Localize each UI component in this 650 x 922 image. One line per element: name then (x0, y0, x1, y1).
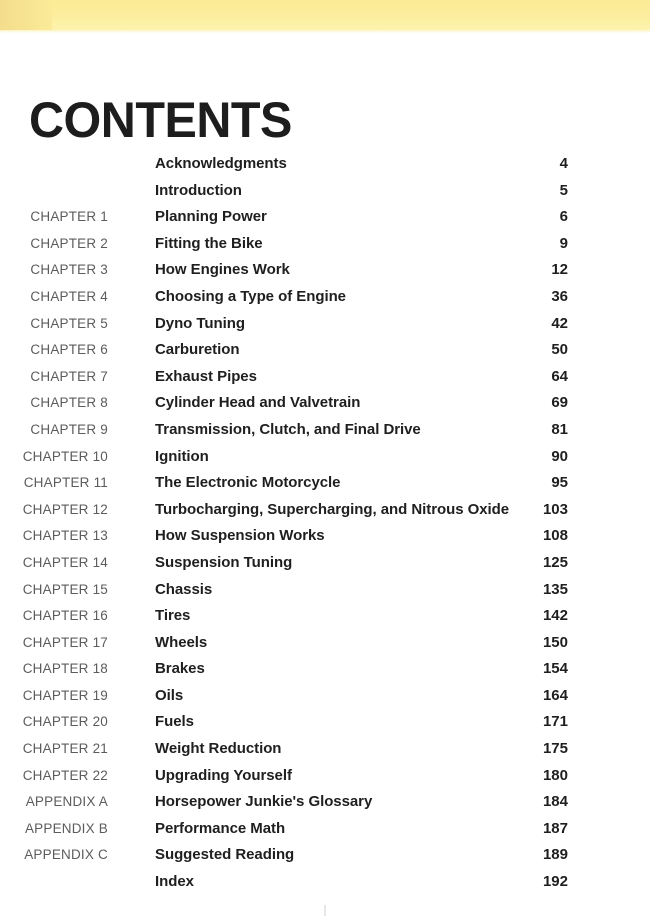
toc-entry-title[interactable]: How Engines Work (155, 261, 290, 279)
toc-entry-title[interactable]: Oils (155, 686, 184, 704)
toc-chapter-label: CHAPTER 13 (22, 528, 108, 544)
toc-row[interactable] (0, 737, 650, 764)
toc-page-number[interactable]: 64 (551, 367, 568, 385)
toc-entry-title[interactable]: Carburetion (155, 341, 240, 359)
toc-entry-title[interactable]: Ignition (155, 447, 209, 465)
toc-page-number[interactable]: 125 (542, 553, 568, 571)
toc-page-number[interactable]: 9 (559, 234, 568, 252)
toc-chapter-label: CHAPTER 11 (23, 475, 108, 491)
toc-page-number[interactable]: 36 (551, 287, 568, 305)
toc-row[interactable] (0, 604, 650, 631)
toc-entry-title[interactable]: Suggested Reading (155, 846, 295, 864)
toc-row[interactable] (0, 684, 650, 711)
toc-page-number[interactable]: 189 (542, 846, 568, 864)
toc-chapter-label: CHAPTER 12 (22, 501, 108, 517)
toc-chapter-label: CHAPTER 3 (30, 262, 108, 278)
toc-row[interactable] (0, 205, 650, 232)
toc-row[interactable] (0, 657, 650, 684)
toc-page-number[interactable]: 6 (559, 208, 568, 226)
toc-page-number[interactable]: 108 (542, 527, 568, 545)
toc-chapter-label: CHAPTER 6 (30, 342, 108, 358)
toc-entry-title[interactable]: Wheels (155, 633, 208, 651)
banner-bottom-edge (0, 30, 650, 33)
toc-entry-title[interactable]: Fuels (155, 713, 194, 731)
toc-row[interactable] (0, 338, 650, 365)
toc-chapter-label: CHAPTER 4 (30, 288, 108, 304)
page-title: CONTENTS (29, 91, 292, 148)
toc-entry-title[interactable]: Cylinder Head and Valvetrain (155, 394, 361, 412)
toc-page-number[interactable]: 164 (542, 686, 568, 704)
toc-entry-title[interactable]: Horsepower Junkie's Glossary (155, 793, 373, 811)
toc-page-number[interactable]: 171 (542, 713, 568, 731)
toc-entry-title[interactable]: How Suspension Works (155, 527, 325, 545)
toc-page-number[interactable]: 69 (551, 394, 568, 412)
toc-entry-title[interactable]: Upgrading Yourself (155, 766, 292, 784)
toc-chapter-label: CHAPTER 7 (30, 368, 108, 384)
toc-entry-title[interactable]: Acknowledgments (155, 155, 287, 172)
toc-page-number[interactable]: 95 (551, 474, 568, 492)
toc-page-number[interactable]: 192 (542, 873, 568, 891)
banner-left-shade (0, 0, 52, 30)
toc-page-number[interactable]: 142 (542, 607, 568, 625)
toc-chapter-label: CHAPTER 8 (30, 395, 108, 411)
toc-row[interactable] (0, 870, 650, 897)
toc-row[interactable] (0, 258, 650, 285)
toc-entry-title[interactable]: Exhaust Pipes (155, 367, 257, 385)
toc-entry-title[interactable]: Planning Power (155, 208, 267, 226)
toc-page-number[interactable]: 187 (542, 819, 568, 837)
toc-page-number[interactable]: 135 (542, 580, 568, 598)
toc-row[interactable] (0, 631, 650, 658)
toc-entry-title[interactable]: Dyno Tuning (155, 314, 245, 332)
toc-entry-title[interactable]: Fitting the Bike (155, 234, 263, 252)
toc-entry-title[interactable]: Brakes (155, 660, 205, 678)
toc-chapter-label: CHAPTER 21 (22, 741, 108, 757)
toc-entry-title[interactable]: The Electronic Motorcycle (155, 474, 341, 492)
toc-page-number[interactable]: 42 (551, 314, 568, 332)
toc-chapter-label: CHAPTER 17 (22, 634, 108, 650)
toc-row[interactable] (0, 764, 650, 791)
toc-entry-title[interactable]: Choosing a Type of Engine (155, 287, 346, 305)
toc-chapter-label: CHAPTER 5 (30, 315, 108, 331)
toc-row[interactable] (0, 843, 650, 870)
toc-row[interactable] (0, 524, 650, 551)
toc-row[interactable] (0, 817, 650, 844)
toc-row[interactable] (0, 551, 650, 578)
toc-row[interactable] (0, 391, 650, 418)
toc-page-number[interactable]: 103 (542, 500, 568, 518)
toc-row[interactable] (0, 445, 650, 472)
toc-page-number[interactable]: 12 (551, 261, 568, 279)
toc-chapter-label: CHAPTER 1 (30, 209, 108, 225)
toc-page-number[interactable]: 154 (542, 660, 568, 678)
toc-entry-title[interactable]: Suspension Tuning (155, 553, 293, 571)
toc-row[interactable] (0, 578, 650, 605)
toc-page-number[interactable]: 90 (551, 447, 568, 465)
toc-page-number[interactable]: 180 (542, 766, 568, 784)
toc-entry-title[interactable]: Introduction (155, 181, 242, 199)
toc-chapter-label: APPENDIX A (25, 794, 108, 810)
toc-row[interactable] (0, 790, 650, 817)
toc-row[interactable] (0, 471, 650, 498)
toc-page-number[interactable]: 81 (551, 420, 568, 438)
toc-row[interactable] (0, 232, 650, 259)
toc-entry-title[interactable]: Transmission, Clutch, and Final Drive (155, 420, 421, 438)
toc-row[interactable] (0, 285, 650, 312)
toc-row[interactable] (0, 179, 650, 206)
toc-row[interactable] (0, 418, 650, 445)
toc-chapter-label: CHAPTER 10 (22, 448, 108, 464)
toc-chapter-label: CHAPTER 2 (30, 235, 108, 251)
toc-page-number[interactable]: 50 (551, 341, 568, 359)
toc-row[interactable] (0, 710, 650, 737)
toc-chapter-label: CHAPTER 16 (22, 608, 108, 624)
toc-entry-title[interactable]: Index (155, 873, 194, 891)
toc-row[interactable] (0, 365, 650, 392)
toc-row[interactable] (0, 152, 650, 179)
toc-entry-title[interactable]: Chassis (155, 580, 213, 598)
toc-page-number[interactable]: 184 (542, 793, 568, 811)
toc-chapter-label: CHAPTER 15 (22, 581, 108, 597)
toc-chapter-label: APPENDIX B (24, 820, 108, 836)
toc-chapter-label: APPENDIX C (24, 847, 108, 863)
toc-row[interactable] (0, 312, 650, 339)
scan-artifact-speck (324, 905, 326, 916)
toc-page-number[interactable]: 5 (559, 181, 568, 199)
toc-row[interactable] (0, 498, 650, 525)
toc-chapter-label: CHAPTER 9 (30, 421, 108, 437)
toc-chapter-label: CHAPTER 22 (22, 767, 108, 783)
toc-chapter-label: CHAPTER 20 (22, 714, 108, 730)
toc-entry-title[interactable]: Weight Reduction (155, 740, 282, 758)
top-yellow-banner (0, 0, 650, 30)
toc-entry-title[interactable]: Performance Math (155, 819, 286, 837)
toc-entry-title[interactable]: Turbocharging, Supercharging, and Nitrous Oxide (155, 500, 510, 518)
toc-page-number[interactable]: 4 (559, 155, 568, 172)
toc-chapter-label: CHAPTER 14 (22, 554, 108, 570)
toc-chapter-label: CHAPTER 19 (22, 687, 108, 703)
table-of-contents (0, 152, 650, 897)
toc-chapter-label: CHAPTER 18 (22, 661, 108, 677)
toc-page-number[interactable]: 150 (542, 633, 568, 651)
toc-page-number[interactable]: 175 (542, 740, 568, 758)
toc-entry-title[interactable]: Tires (155, 607, 191, 625)
